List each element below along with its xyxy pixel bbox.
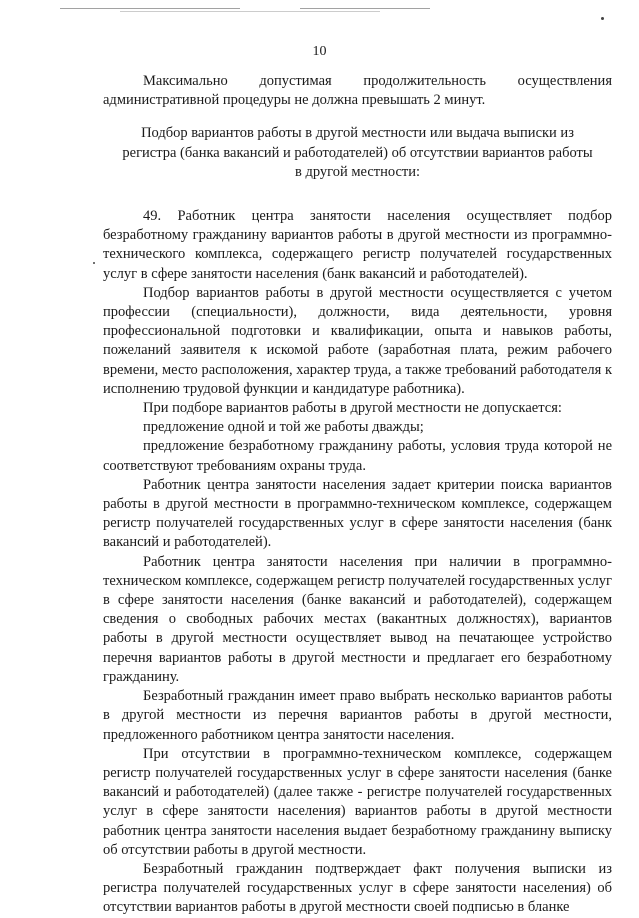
paragraph: Подбор вариантов работы в другой местности осуществляется с учетом профессии (специальности), должности, вида деятельности, уровня профессиональной подготовки и квалификации, опыта и навыков работы, пожеланий заявителя к искомой работе (заработная плата, режим рабочего времени, место расположения, характер труда, а также требований работодателя к исполнению трудовой функции и кандидатуре работника).: [103, 284, 612, 397]
paragraph-49: 49. Работник центра занятости населения осуществляет подбор безработному гражданину вариантов работы в другой местности из программно-технического комплекса, содержащего регистр получателей государственных услуг в сфере занятости населения (банк вакансий и работодателей).: [103, 208, 612, 282]
section-heading: Подбор вариантов работы в другой местности или выдача выписки из регистра (банка вакансий и работодателей) об отсутствии вариантов работы в другой местности:: [122, 125, 593, 180]
intro-paragraph: Максимально допустимая продолжительность осуществления административной процедуры не должна превышать 2 минут.: [103, 73, 612, 109]
document-body: [103, 72, 612, 918]
paragraph: Безработный гражданин имеет право выбрать несколько вариантов работы в другой местности из перечня вариантов работы в другой местности, предложенного работником центра занятости населения.: [103, 688, 612, 743]
paragraph: Работник центра занятости населения при наличии в программно-техническом комплексе, содержащем регистр получателей государственных услуг в сфере занятости населения (банке вакансий и работодателей), содержащем сведения о свободных рабочих местах (вакантных должностях), вариантов работы в другой местности осуществляет вывод на печатающее устройство перечня вариантов работы в другой местности и предлагает его безработному гражданину.: [103, 553, 612, 685]
list-item: предложение одной и той же работы дважды;: [143, 419, 424, 436]
paragraph: При отсутствии в программно-техническом комплексе, содержащем регистр получателей государственных услуг в сфере занятости населения (банке вакансий и работодателей) (далее также - регистре получателей государственных услуг в сфере занятости населения) вариантов работы в другой местности работник центра занятости населения выдает безработному гражданину выписку об отсутствии работы в другой местности.: [103, 745, 612, 858]
page-number: 10: [312, 44, 327, 59]
spacer: [103, 196, 612, 207]
scan-artifact-line: [60, 8, 240, 9]
paragraph: Безработный гражданин подтверждает факт получения выписки из регистра получателей государственных услуг в сфере занятости населения) об отсутствии вариантов работы в другой местности своей подписью в бланке: [103, 860, 612, 916]
list-item: предложение безработному гражданину работы, условия труда которой не соответствуют требованиям охраны труда.: [103, 438, 612, 474]
scan-speck: [93, 262, 95, 264]
scan-speck: [601, 17, 604, 20]
scan-artifact-line: [300, 8, 430, 9]
scan-artifact-line: [120, 11, 380, 12]
paragraph: Работник центра занятости населения задает критерии поиска вариантов работы в другой местности в программно-техническом комплексе, содержащем регистр получателей государственных услуг в сфере занятости населения (банк вакансий и работодателей).: [103, 476, 612, 551]
paragraph: При подборе вариантов работы в другой местности не допускается:: [143, 400, 562, 417]
